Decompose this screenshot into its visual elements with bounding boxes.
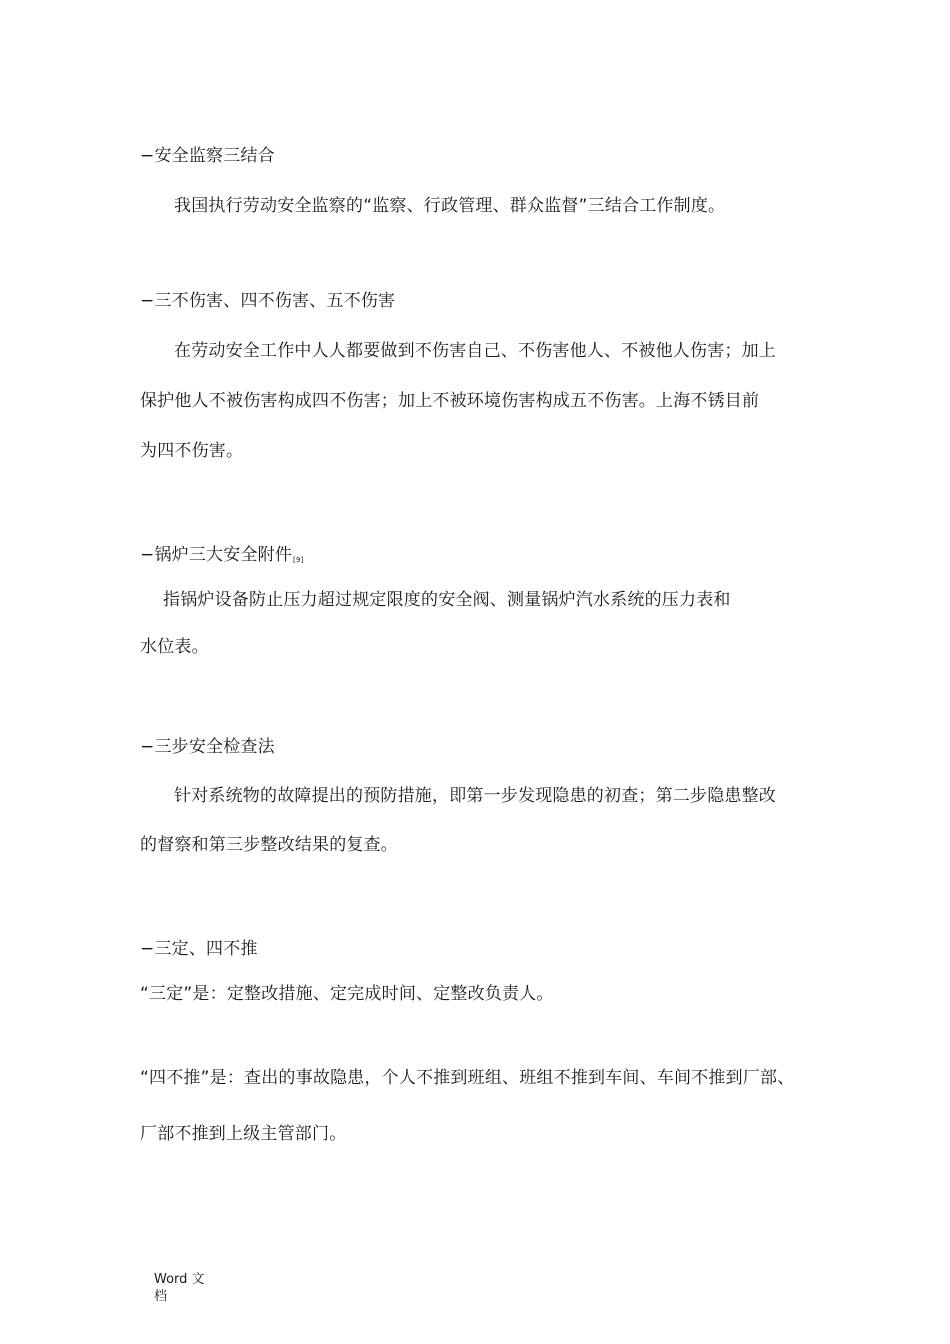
section-heading-text: −锅炉三大安全附件 bbox=[140, 545, 293, 565]
paragraph-line: “四不推”是：查出的事故隐患，个人不推到班组、班组不推到车间、车间不推到厂部、 bbox=[140, 1068, 795, 1088]
paragraph-line: 在劳动安全工作中人人都要做到不伤害自己、不伤害他人、不被他人伤害；加上 bbox=[174, 341, 776, 361]
paragraph-line: 水位表。 bbox=[140, 637, 209, 657]
footer-line: 档 bbox=[154, 1289, 168, 1304]
section-heading-5: −三定、四不推 bbox=[140, 939, 258, 959]
section-heading-2: −三不伤害、四不伤害、五不伤害 bbox=[140, 291, 396, 311]
section-heading-3 bbox=[140, 544, 304, 569]
footnote-reference: [9] bbox=[293, 556, 304, 564]
paragraph-line: 我国执行劳动安全监察的“监察、行政管理、群众监督”三结合工作制度。 bbox=[174, 196, 726, 216]
paragraph-line: 的督察和第三步整改结果的复查。 bbox=[140, 835, 398, 855]
footer-line: Word 文 bbox=[154, 1272, 205, 1287]
section-heading-4: −三步安全检查法 bbox=[140, 737, 275, 757]
paragraph-line: 为四不伤害。 bbox=[140, 441, 244, 461]
section-heading-1: −安全监察三结合 bbox=[140, 146, 275, 166]
paragraph-line: 保护他人不被伤害构成四不伤害；加上不被环境伤害构成五不伤害。上海不锈目前 bbox=[140, 391, 760, 411]
paragraph-line: 针对系统物的故障提出的预防措施，即第一步发现隐患的初查；第二步隐患整改 bbox=[174, 786, 776, 806]
paragraph-line: “三定”是：定整改措施、定完成时间、定整改负责人。 bbox=[140, 984, 554, 1004]
paragraph-line: 指锅炉设备防止压力超过规定限度的安全阀、测量锅炉汽水系统的压力表和 bbox=[163, 590, 731, 610]
page-footer bbox=[154, 1271, 205, 1305]
paragraph-line: 厂部不推到上级主管部门。 bbox=[140, 1124, 347, 1144]
